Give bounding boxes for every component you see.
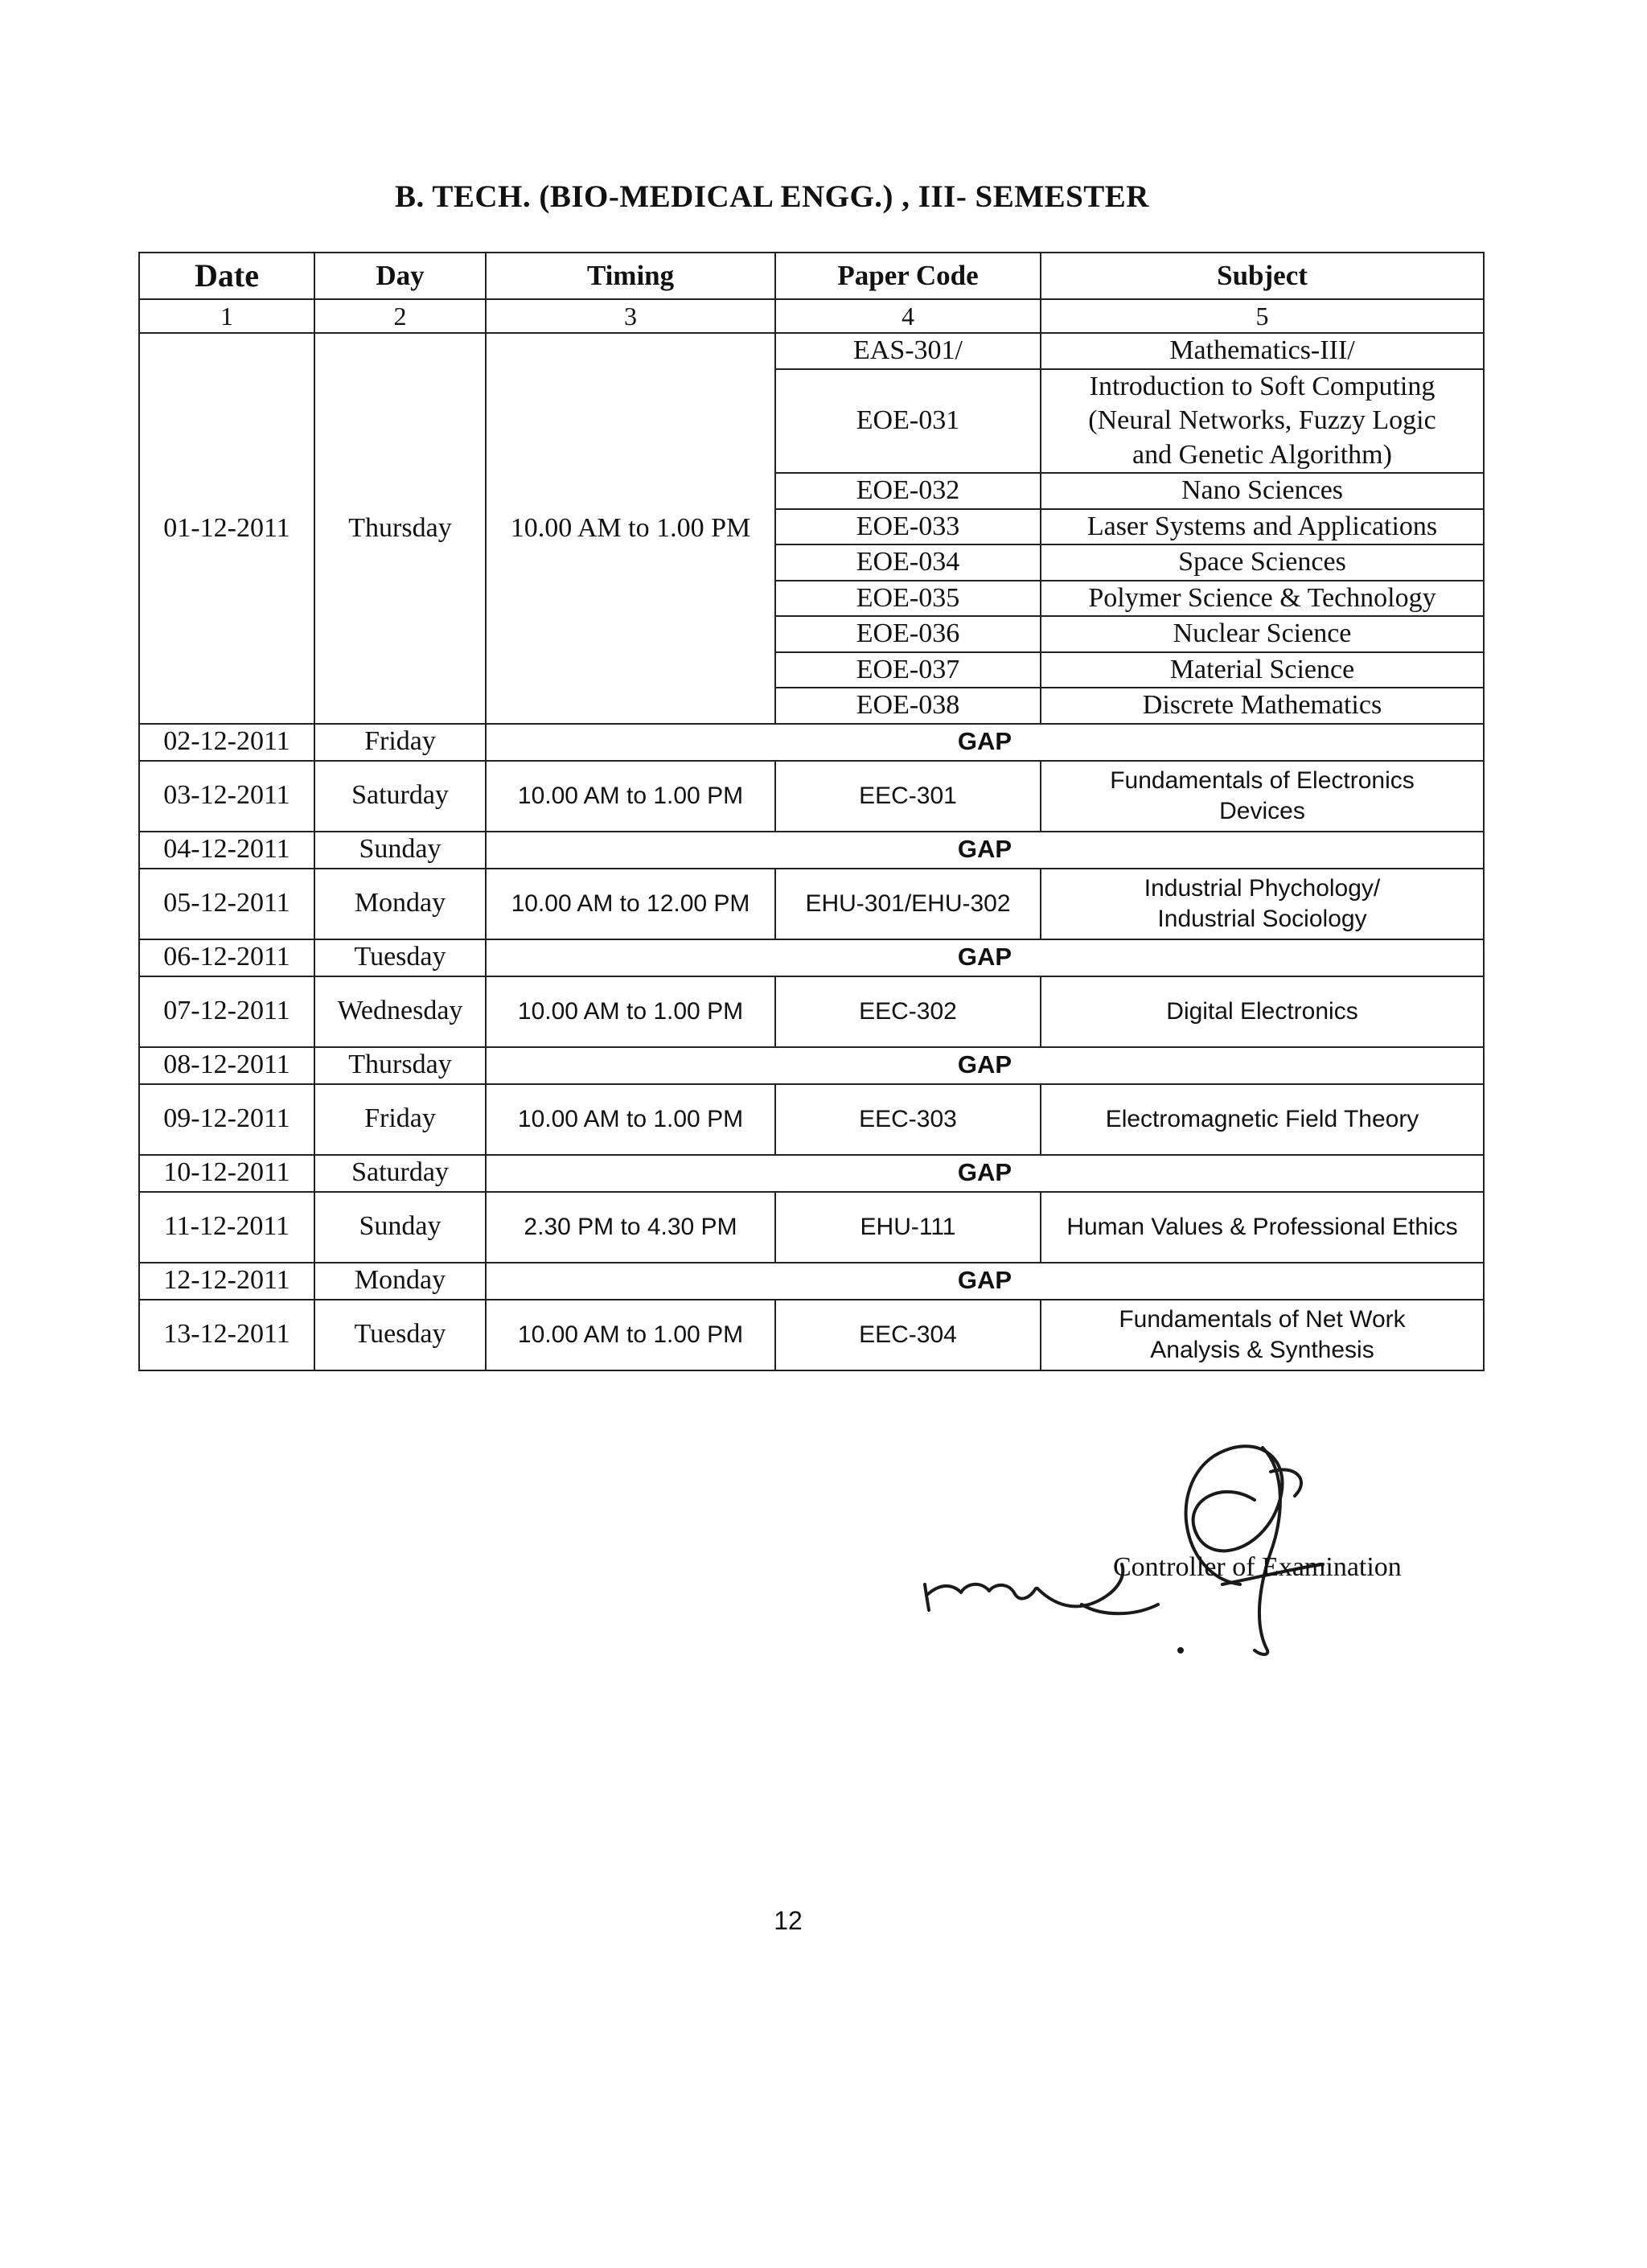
paper-code-cell: EOE-031 [775, 369, 1041, 474]
subject-cell [1041, 761, 1484, 832]
subject-cell: Mathematics-III/ [1041, 333, 1484, 369]
timing-cell: 10.00 AM to 12.00 PM [486, 869, 775, 939]
day-cell: Tuesday [314, 939, 486, 976]
header-day: Day [314, 253, 486, 299]
day-cell: Friday [314, 724, 486, 761]
column-number: 1 [139, 299, 314, 333]
gap-cell: GAP [486, 939, 1484, 976]
paper-code-cell: EOE-032 [775, 473, 1041, 509]
day-cell: Sunday [314, 832, 486, 869]
subject-cell: Space Sciences [1041, 544, 1484, 581]
paper-code-cell: EOE-034 [775, 544, 1041, 581]
paper-code-cell: EOE-035 [775, 581, 1041, 617]
paper-code-cell: EEC-304 [775, 1300, 1041, 1370]
page-title: B. TECH. (BIO-MEDICAL ENGG.) , III- SEMESTER [395, 179, 1149, 214]
subject-line: Industrial Sociology [1157, 905, 1367, 932]
subject-line: and Genetic Algorithm) [1132, 439, 1392, 470]
subject-cell [1041, 1084, 1484, 1155]
table-header-row [139, 253, 1484, 299]
subject-cell [1041, 976, 1484, 1047]
header-subject: Subject [1041, 253, 1484, 299]
gap-cell: GAP [486, 832, 1484, 869]
subject-line: Electromagnetic Field Theory [1105, 1105, 1419, 1132]
paper-code-cell: EHU-301/EHU-302 [775, 869, 1041, 939]
table-row [139, 1192, 1484, 1263]
column-number: 2 [314, 299, 486, 333]
table-row [139, 761, 1484, 832]
day-cell: Wednesday [314, 976, 486, 1047]
day-cell: Saturday [314, 1155, 486, 1192]
day-cell: Thursday [314, 1047, 486, 1084]
timing-cell: 10.00 AM to 1.00 PM [486, 976, 775, 1047]
timing-cell: 10.00 AM to 1.00 PM [486, 1084, 775, 1155]
subject-line: Digital Electronics [1166, 997, 1358, 1025]
date-cell: 03-12-2011 [139, 761, 314, 832]
date-cell: 08-12-2011 [139, 1047, 314, 1084]
paper-code-cell: EOE-038 [775, 688, 1041, 724]
date-cell: 13-12-2011 [139, 1300, 314, 1370]
date-cell: 04-12-2011 [139, 832, 314, 869]
timing-cell: 10.00 AM to 1.00 PM [486, 1300, 775, 1370]
signature-dot [1177, 1647, 1184, 1654]
gap-cell: GAP [486, 724, 1484, 761]
table-row [139, 976, 1484, 1047]
gap-row [139, 832, 1484, 869]
subject-cell [1041, 1300, 1484, 1370]
date-cell: 09-12-2011 [139, 1084, 314, 1155]
gap-row [139, 724, 1484, 761]
subject-cell: Nano Sciences [1041, 473, 1484, 509]
date-cell: 10-12-2011 [139, 1155, 314, 1192]
controller-designation: Controller of Examination [1113, 1552, 1402, 1582]
gap-row [139, 1047, 1484, 1084]
day-cell: Monday [314, 1263, 486, 1300]
day-cell: Thursday [314, 333, 486, 724]
paper-code-cell: EOE-037 [775, 652, 1041, 688]
timing-cell: 2.30 PM to 4.30 PM [486, 1192, 775, 1263]
page-number: 12 [774, 1906, 803, 1935]
subject-cell: Laser Systems and Applications [1041, 509, 1484, 545]
subject-cell: Material Science [1041, 652, 1484, 688]
date-cell: 12-12-2011 [139, 1263, 314, 1300]
paper-code-cell: EHU-111 [775, 1192, 1041, 1263]
column-number: 3 [486, 299, 775, 333]
subject-line: (Neural Networks, Fuzzy Logic [1088, 405, 1436, 435]
subject-line: Devices [1219, 797, 1305, 824]
timing-cell: 10.00 AM to 1.00 PM [486, 333, 775, 724]
exam-schedule-table [138, 252, 1485, 1371]
gap-row [139, 1155, 1484, 1192]
day-cell: Sunday [314, 1192, 486, 1263]
header-paper-code: Paper Code [775, 253, 1041, 299]
column-number-row [139, 299, 1484, 333]
header-timing: Timing [486, 253, 775, 299]
subject-line: Industrial Phychology/ [1144, 875, 1381, 902]
paper-code-cell: EEC-301 [775, 761, 1041, 832]
subject-line: Fundamentals of Electronics [1110, 767, 1415, 794]
subject-line: Introduction to Soft Computing [1089, 371, 1435, 401]
table-row [139, 333, 1484, 369]
gap-row [139, 1263, 1484, 1300]
paper-code-cell: EOE-036 [775, 616, 1041, 652]
gap-cell: GAP [486, 1155, 1484, 1192]
paper-code-cell: EOE-033 [775, 509, 1041, 545]
column-number: 4 [775, 299, 1041, 333]
header-date: Date [139, 253, 314, 299]
subject-cell: Polymer Science & Technology [1041, 581, 1484, 617]
date-cell: 01-12-2011 [139, 333, 314, 724]
table-row [139, 1300, 1484, 1370]
column-number: 5 [1041, 299, 1484, 333]
handwritten-signature [917, 1424, 1335, 1657]
day-cell: Monday [314, 869, 486, 939]
day-cell: Saturday [314, 761, 486, 832]
day-cell: Tuesday [314, 1300, 486, 1370]
date-cell: 11-12-2011 [139, 1192, 314, 1263]
table-row [139, 869, 1484, 939]
paper-code-cell: EEC-303 [775, 1084, 1041, 1155]
subject-line: Human Values & Professional Ethics [1066, 1213, 1458, 1240]
subject-cell [1041, 369, 1484, 474]
paper-code-cell: EAS-301/ [775, 333, 1041, 369]
date-cell: 06-12-2011 [139, 939, 314, 976]
table-body [139, 253, 1484, 1370]
subject-cell: Discrete Mathematics [1041, 688, 1484, 724]
date-cell: 02-12-2011 [139, 724, 314, 761]
timing-cell: 10.00 AM to 1.00 PM [486, 761, 775, 832]
subject-line: Fundamentals of Net Work [1119, 1306, 1406, 1333]
gap-cell: GAP [486, 1263, 1484, 1300]
table-row [139, 1084, 1484, 1155]
date-cell: 07-12-2011 [139, 976, 314, 1047]
subject-cell [1041, 869, 1484, 939]
gap-row [139, 939, 1484, 976]
date-cell: 05-12-2011 [139, 869, 314, 939]
subject-line: Analysis & Synthesis [1150, 1336, 1374, 1363]
gap-cell: GAP [486, 1047, 1484, 1084]
subject-cell [1041, 1192, 1484, 1263]
day-cell: Friday [314, 1084, 486, 1155]
subject-cell: Nuclear Science [1041, 616, 1484, 652]
paper-code-cell: EEC-302 [775, 976, 1041, 1047]
